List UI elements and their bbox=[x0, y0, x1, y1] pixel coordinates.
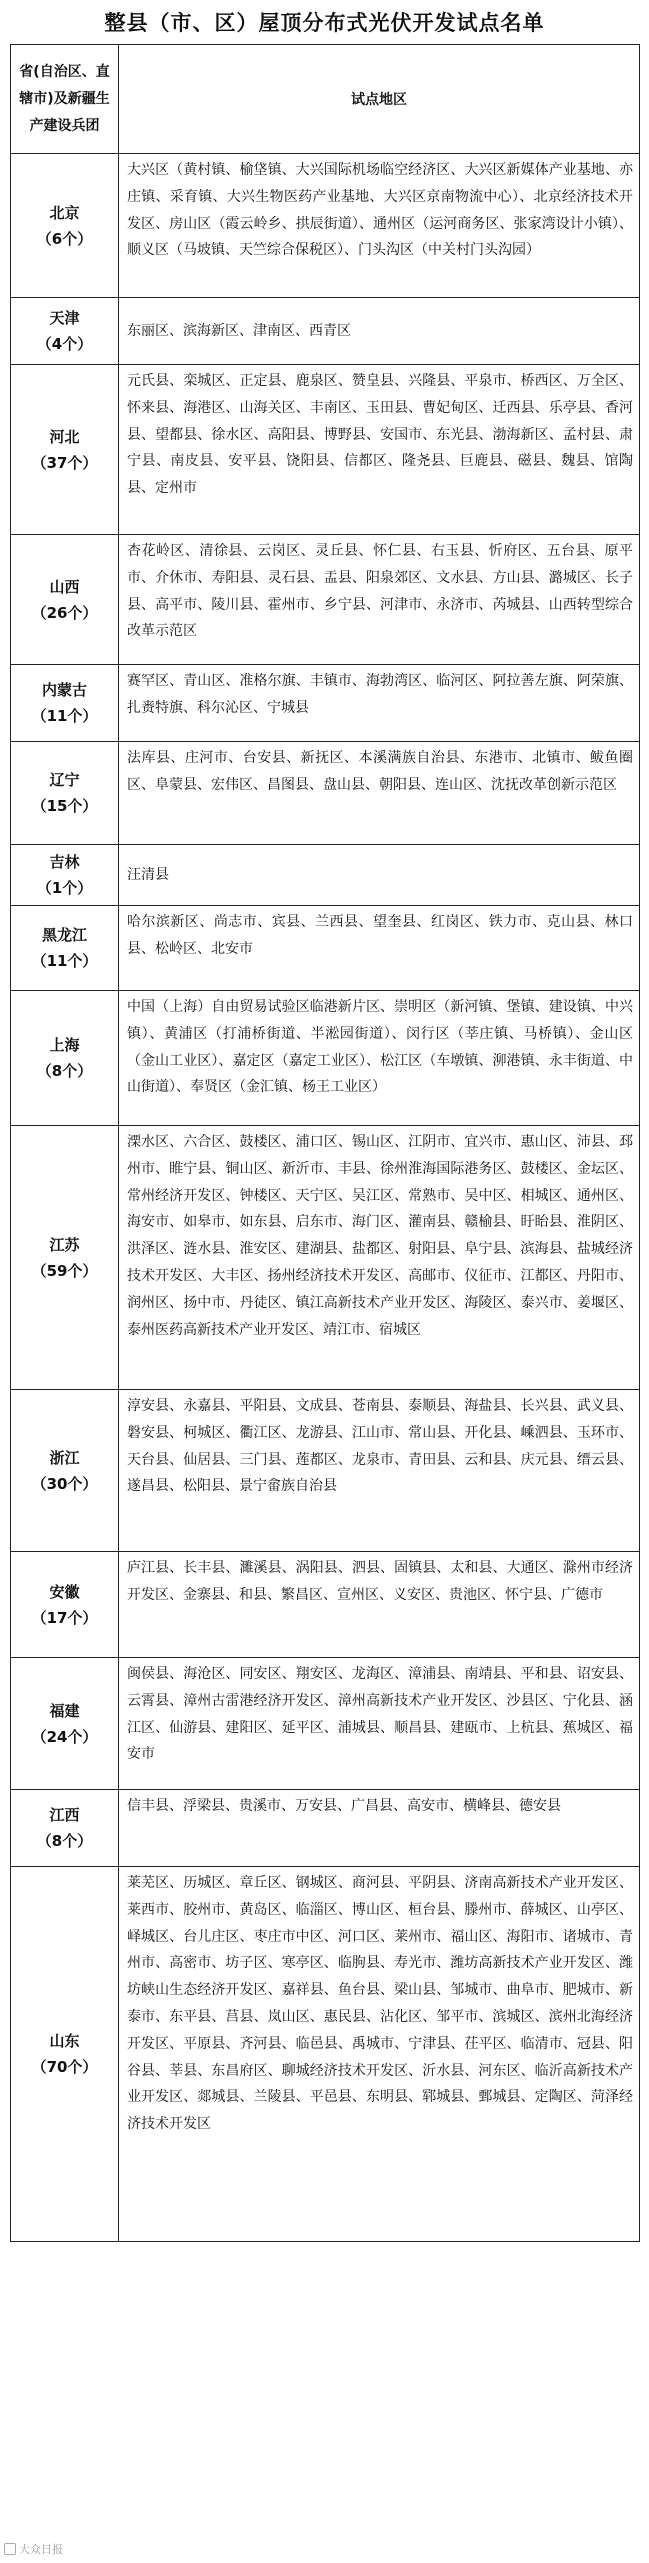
province-name: 北京 bbox=[49, 203, 80, 222]
area-list-cell: 法库县、庄河市、台安县、新抚区、本溪满族自治县、东港市、北镇市、鲅鱼圈区、阜蒙县、宏伟区、昌图县、盘山县、朝阳县、连山区、沈抚改革创新示范区 bbox=[119, 742, 640, 845]
province-name: 山西 bbox=[49, 577, 80, 596]
table-row bbox=[11, 906, 640, 991]
province-name: 安徽 bbox=[49, 1582, 80, 1601]
table-row bbox=[11, 845, 640, 906]
province-cell bbox=[11, 535, 119, 665]
header-area-cell: 试点地区 bbox=[119, 45, 640, 154]
province-cell bbox=[11, 1658, 119, 1790]
province-cell bbox=[11, 1390, 119, 1552]
province-name: 浙江 bbox=[49, 1448, 80, 1467]
area-list-cell: 杏花岭区、清徐县、云岗区、灵丘县、怀仁县、右玉县、忻府区、五台县、原平市、介休市、寿阳县、灵石县、盂县、阳泉郊区、文水县、方山县、潞城区、长子县、高平市、陵川县、霍州市、乡宁县、河津市、永济市、芮城县、山西转型综合改革示范区 bbox=[119, 535, 640, 665]
table-header-row bbox=[11, 45, 640, 154]
province-cell bbox=[11, 845, 119, 906]
province-cell bbox=[11, 742, 119, 845]
header-province-cell: 省(自治区、直辖市)及新疆生产建设兵团 bbox=[11, 45, 119, 154]
area-list-cell: 赛罕区、青山区、准格尔旗、丰镇市、海勃湾区、临河区、阿拉善左旗、阿荣旗、扎赉特旗、科尔沁区、宁城县 bbox=[119, 665, 640, 742]
province-cell bbox=[11, 906, 119, 991]
table-row bbox=[11, 665, 640, 742]
province-cell bbox=[11, 1867, 119, 2242]
province-count: （30个） bbox=[31, 1474, 98, 1493]
area-list-cell: 汪清县 bbox=[119, 845, 640, 906]
province-count: （8个） bbox=[36, 1062, 93, 1080]
province-name: 内蒙古 bbox=[41, 681, 87, 699]
table-row bbox=[11, 1790, 640, 1867]
area-list-cell: 闽侯县、海沧区、同安区、翔安区、龙海区、漳浦县、南靖县、平和县、诏安县、云霄县、漳州古雷港经济开发区、漳州高新技术产业开发区、沙县区、宁化县、涵江区、仙游县、建阳区、延平区、浦城县、顺昌县、建瓯市、上杭县、蕉城区、福安市 bbox=[119, 1658, 640, 1790]
watermark-logo-icon bbox=[4, 2543, 16, 2555]
area-list-cell: 哈尔滨新区、尚志市、宾县、兰西县、望奎县、红岗区、铁力市、克山县、林口县、松岭区、北安市 bbox=[119, 906, 640, 991]
table-row bbox=[11, 991, 640, 1126]
table-row bbox=[11, 1390, 640, 1552]
province-count: （24个） bbox=[31, 1727, 98, 1746]
watermark bbox=[4, 2541, 63, 2557]
table-row bbox=[11, 154, 640, 298]
province-count: （37个） bbox=[31, 453, 98, 472]
province-name: 吉林 bbox=[49, 853, 80, 871]
area-list-cell: 信丰县、浮梁县、贵溪市、万安县、广昌县、高安市、横峰县、德安县 bbox=[119, 1790, 640, 1867]
table-row bbox=[11, 365, 640, 535]
province-count: （59个） bbox=[31, 1261, 98, 1280]
province-cell bbox=[11, 1552, 119, 1658]
province-count: （1个） bbox=[36, 879, 93, 897]
province-name: 江苏 bbox=[49, 1235, 80, 1254]
province-name: 上海 bbox=[49, 1036, 80, 1054]
area-list-cell: 大兴区（黄村镇、榆垡镇、大兴国际机场临空经济区、大兴区新媒体产业基地、亦庄镇、采育镇、大兴生物医药产业基地、大兴区京南物流中心）、北京经济技术开发区、房山区（霞云岭乡、拱辰街道）、通州区（运河商务区、张家湾设计小镇）、顺义区（马坡镇、天竺综合保税区）、门头沟区（中关村门头沟园） bbox=[119, 154, 640, 298]
area-list-cell: 元氏县、栾城区、正定县、鹿泉区、赞皇县、兴隆县、平泉市、桥西区、万全区、怀来县、海港区、山海关区、丰南区、玉田县、曹妃甸区、迁西县、乐亭县、香河县、望都县、徐水区、高阳县、博野县、安国市、东光县、渤海新区、孟村县、肃宁县、南皮县、安平县、饶阳县、信都区、隆尧县、巨鹿县、磁县、魏县、馆陶县、定州市 bbox=[119, 365, 640, 535]
area-list-cell: 中国（上海）自由贸易试验区临港新片区、崇明区（新河镇、堡镇、建设镇、中兴镇）、黄浦区（打浦桥街道、半淞园街道）、闵行区（莘庄镇、马桥镇）、金山区（金山工业区）、嘉定区（嘉定工业区）、松江区（车墩镇、泖港镇、永丰街道、中山街道）、奉贤区（金汇镇、杨王工业区） bbox=[119, 991, 640, 1126]
province-count: （17个） bbox=[31, 1608, 98, 1627]
province-cell bbox=[11, 1790, 119, 1867]
pilot-list-table-wrapper bbox=[10, 44, 639, 2242]
table-row bbox=[11, 1552, 640, 1658]
watermark-text: 大众日报 bbox=[19, 2543, 63, 2556]
province-cell bbox=[11, 1126, 119, 1390]
province-cell bbox=[11, 665, 119, 742]
table-row bbox=[11, 298, 640, 365]
table-row bbox=[11, 1126, 640, 1390]
province-count: （15个） bbox=[31, 797, 98, 815]
page-title: 整县（市、区）屋顶分布式光伏开发试点名单 bbox=[104, 11, 545, 35]
province-count: （26个） bbox=[31, 603, 98, 622]
province-count: （8个） bbox=[36, 1832, 93, 1850]
table-row bbox=[11, 742, 640, 845]
province-name: 黑龙江 bbox=[41, 926, 87, 944]
province-count: （11个） bbox=[31, 707, 98, 725]
table-row bbox=[11, 1867, 640, 2242]
area-list-cell: 东丽区、滨海新区、津南区、西青区 bbox=[119, 298, 640, 365]
province-name: 福建 bbox=[49, 1701, 80, 1720]
province-name: 江西 bbox=[49, 1806, 80, 1824]
pilot-list-table bbox=[10, 44, 640, 2242]
area-list-cell: 庐江县、长丰县、濉溪县、涡阳县、泗县、固镇县、太和县、大通区、滁州市经济开发区、金寨县、和县、繁昌区、宣州区、义安区、贵池区、怀宁县、广德市 bbox=[119, 1552, 640, 1658]
area-list-cell: 莱芜区、历城区、章丘区、钢城区、商河县、平阴县、济南高新技术产业开发区、莱西市、胶州市、黄岛区、临淄区、博山区、桓台县、滕州市、薛城区、山亭区、峄城区、台儿庄区、枣庄市中区、河口区、莱州市、福山区、海阳市、诸城市、青州市、高密市、坊子区、寒亭区、临朐县、寿光市、潍坊高新技术产业开发区、潍坊峡山生态经济开发区、嘉祥县、鱼台县、梁山县、邹城市、曲阜市、肥城市、新泰市、东平县、莒县、岚山区、惠民县、沾化区、邹平市、滨城区、滨州北海经济开发区、平原县、齐河县、临邑县、禹城市、宁津县、茌平区、临清市、冠县、阳谷县、莘县、东昌府区、聊城经济技术开发区、沂水县、河东区、临沂高新技术产业开发区、郯城县、兰陵县、平邑县、东明县、郓城县、鄄城县、定陶区、菏泽经济技术开发区 bbox=[119, 1867, 640, 2242]
province-cell bbox=[11, 991, 119, 1126]
province-name: 辽宁 bbox=[49, 771, 80, 789]
province-count: （11个） bbox=[31, 952, 98, 970]
area-list-cell: 淳安县、永嘉县、平阳县、文成县、苍南县、泰顺县、海盐县、长兴县、武义县、磐安县、柯城区、衢江区、龙游县、江山市、常山县、开化县、嵊泗县、玉环市、天台县、仙居县、三门县、莲都区、龙泉市、青田县、云和县、庆元县、缙云县、遂昌县、松阳县、景宁畲族自治县 bbox=[119, 1390, 640, 1552]
table-row bbox=[11, 1658, 640, 1790]
province-count: （70个） bbox=[31, 2058, 98, 2076]
province-count: （4个） bbox=[36, 335, 93, 353]
province-name: 天津 bbox=[49, 309, 80, 327]
province-cell bbox=[11, 298, 119, 365]
province-name: 河北 bbox=[49, 427, 80, 446]
province-cell bbox=[11, 365, 119, 535]
area-list-cell: 溧水区、六合区、鼓楼区、浦口区、锡山区、江阴市、宜兴市、惠山区、沛县、邳州市、睢宁县、铜山区、新沂市、丰县、徐州淮海国际港务区、鼓楼区、金坛区、常州经济开发区、钟楼区、天宁区、吴江区、常熟市、吴中区、相城区、通州区、海安市、如皋市、如东县、启东市、海门区、灌南县、赣榆县、盱眙县、淮阴区、洪泽区、涟水县、淮安区、建湖县、盐都区、射阳县、阜宁县、滨海县、盐城经济技术开发区、大丰区、扬州经济技术开发区、高邮市、仪征市、江都区、丹阳市、润州区、扬中市、丹徒区、镇江高新技术产业开发区、海陵区、泰兴市、姜堰区、泰州医药高新技术产业开发区、靖江市、宿城区 bbox=[119, 1126, 640, 1390]
province-count: （6个） bbox=[36, 229, 93, 248]
province-cell bbox=[11, 154, 119, 298]
table-row bbox=[11, 535, 640, 665]
province-name: 山东 bbox=[49, 2032, 80, 2050]
